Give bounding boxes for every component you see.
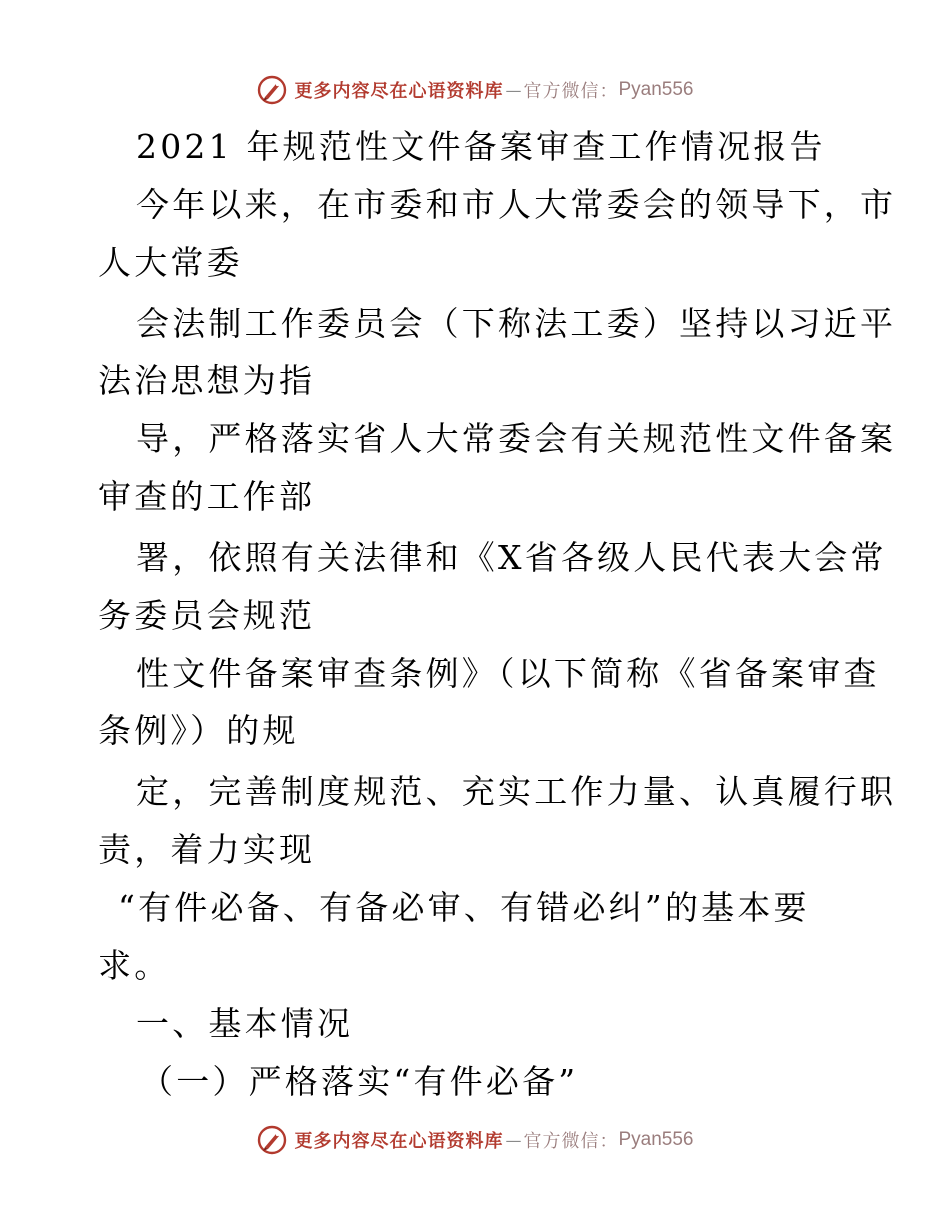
document-title: 2021 年规范性文件备案审查工作情况报告	[136, 127, 826, 166]
body-line: 审查的工作部	[98, 477, 316, 516]
body-line: 人大常委	[98, 243, 243, 282]
body-line: 署，依照有关法律和《X省各级人民代表大会常	[136, 538, 887, 577]
header-dash: —	[505, 80, 522, 100]
body-line: 导，严格落实省人大常委会有关规范性文件备案	[136, 419, 897, 458]
body-line: 定，完善制度规范、充实工作力量、认真履行职	[136, 772, 897, 811]
footer-dash: —	[505, 1130, 522, 1150]
footer-wechat-id: Pyan556	[618, 1129, 694, 1150]
body-line: 今年以来，在市委和市人大常委会的领导下，市	[136, 185, 897, 224]
section-heading: 一、基本情况	[136, 1004, 354, 1043]
body-line: 会法制工作委员会（下称法工委）坚持以习近平	[136, 304, 897, 343]
quill-pen-circle-icon	[256, 1124, 288, 1156]
body-line: 条例》）的规	[98, 711, 299, 750]
header-site-text: 更多内容尽在心语资料库	[294, 81, 504, 102]
body-line: 法治思想为指	[98, 361, 316, 400]
body-line: 求。	[98, 946, 171, 985]
body-line: 性文件备案审查条例》（以下简称《省备案审查	[136, 654, 880, 693]
header-wechat-label: 官方微信：	[523, 81, 619, 102]
body-line: “有件必备、有备必审、有错必纠”的基本要	[118, 888, 810, 927]
body-line: 责，着力实现	[98, 830, 316, 869]
footer-site-text: 更多内容尽在心语资料库	[294, 1131, 504, 1152]
subsection-heading: （一）严格落实“有件必备”	[140, 1062, 579, 1101]
header-wechat-id: Pyan556	[618, 79, 694, 100]
quill-pen-circle-icon	[256, 74, 288, 106]
footer-banner	[0, 1120, 950, 1160]
header-banner	[0, 70, 950, 110]
body-line: 务委员会规范	[98, 596, 316, 635]
footer-wechat-label: 官方微信：	[523, 1131, 619, 1152]
